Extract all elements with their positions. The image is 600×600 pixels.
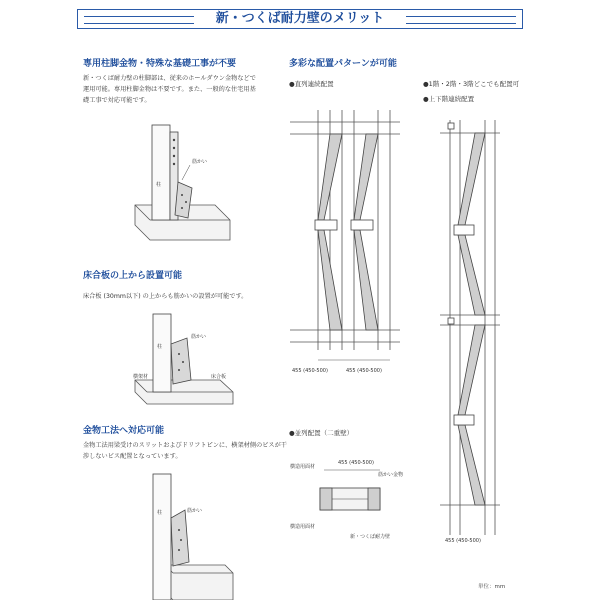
unit-note: 単位：mm <box>478 584 506 590</box>
label-brace-2: 筋かい <box>191 334 207 340</box>
section-body-base: 新・つくば耐力壁の柱脚部は、従来のホールダウン金物などで運用可能。専用柱脚金物は不要です。また、一般的な住宅用基礎工事で対応可能です。 <box>83 75 256 104</box>
label-brace-3: 筋かい <box>187 508 203 514</box>
post-base-illustration <box>120 120 240 250</box>
continuous-diagram <box>290 100 400 380</box>
svg-text:柱: 柱 <box>157 510 163 516</box>
dim-continuous-left: 455 (450-500) <box>292 368 328 374</box>
label-frame-bottom: 横造用面材 <box>290 524 316 530</box>
dim-vertical: 455 (450-500) <box>445 538 481 544</box>
label-brace-1: 筋かい <box>192 159 208 165</box>
section-heading-floor: 床合板の上から設置可能 <box>83 271 183 281</box>
label-frame-top: 横造用面材 <box>290 464 316 470</box>
title-banner <box>77 9 523 29</box>
metal-joint-illustration <box>125 470 245 600</box>
pattern-vertical: ●上下階連続配置 <box>423 95 475 103</box>
section-heading-metal: 金物工法へ対応可能 <box>83 426 165 436</box>
section-body-floor: 床合板 (30mm以下) の上からも筋かいの設置が可能です。 <box>83 293 248 300</box>
double-wall-diagram <box>290 450 430 540</box>
svg-text:柱: 柱 <box>156 182 162 188</box>
floor-plate-illustration <box>125 308 245 418</box>
banner-decoration-right <box>406 16 516 24</box>
pattern-floors: ●1階・2階・3階どこでも配置可 <box>423 80 520 88</box>
section-heading-base: 専用柱脚金物・特殊な基礎工事が不要 <box>83 59 237 69</box>
vertical-diagram <box>440 115 510 545</box>
label-wall: 新・つくば耐力壁 <box>350 534 391 540</box>
pattern-continuous: ●直列連続配置 <box>289 80 334 88</box>
label-crossmember: 横架材 <box>133 374 149 380</box>
pattern-double: ●並列配置（二重壁） <box>289 429 354 437</box>
label-brace-metal: 筋かい金物 <box>378 472 404 478</box>
svg-text:柱: 柱 <box>157 344 163 350</box>
dim-double: 455 (450-500) <box>338 460 374 466</box>
section-heading-patterns: 多彩な配置パターンが可能 <box>289 59 397 69</box>
svg-text:床合板: 床合板 <box>211 374 227 380</box>
page-title: 新・つくば耐力壁のメリット <box>215 11 385 26</box>
section-body-metal: 金物工法用梁受けのスリットおよびドリフトピンに、横架材側のビスが干渉しないビス配置となっています。 <box>83 442 287 460</box>
dim-continuous-right: 455 (450-500) <box>346 368 382 374</box>
